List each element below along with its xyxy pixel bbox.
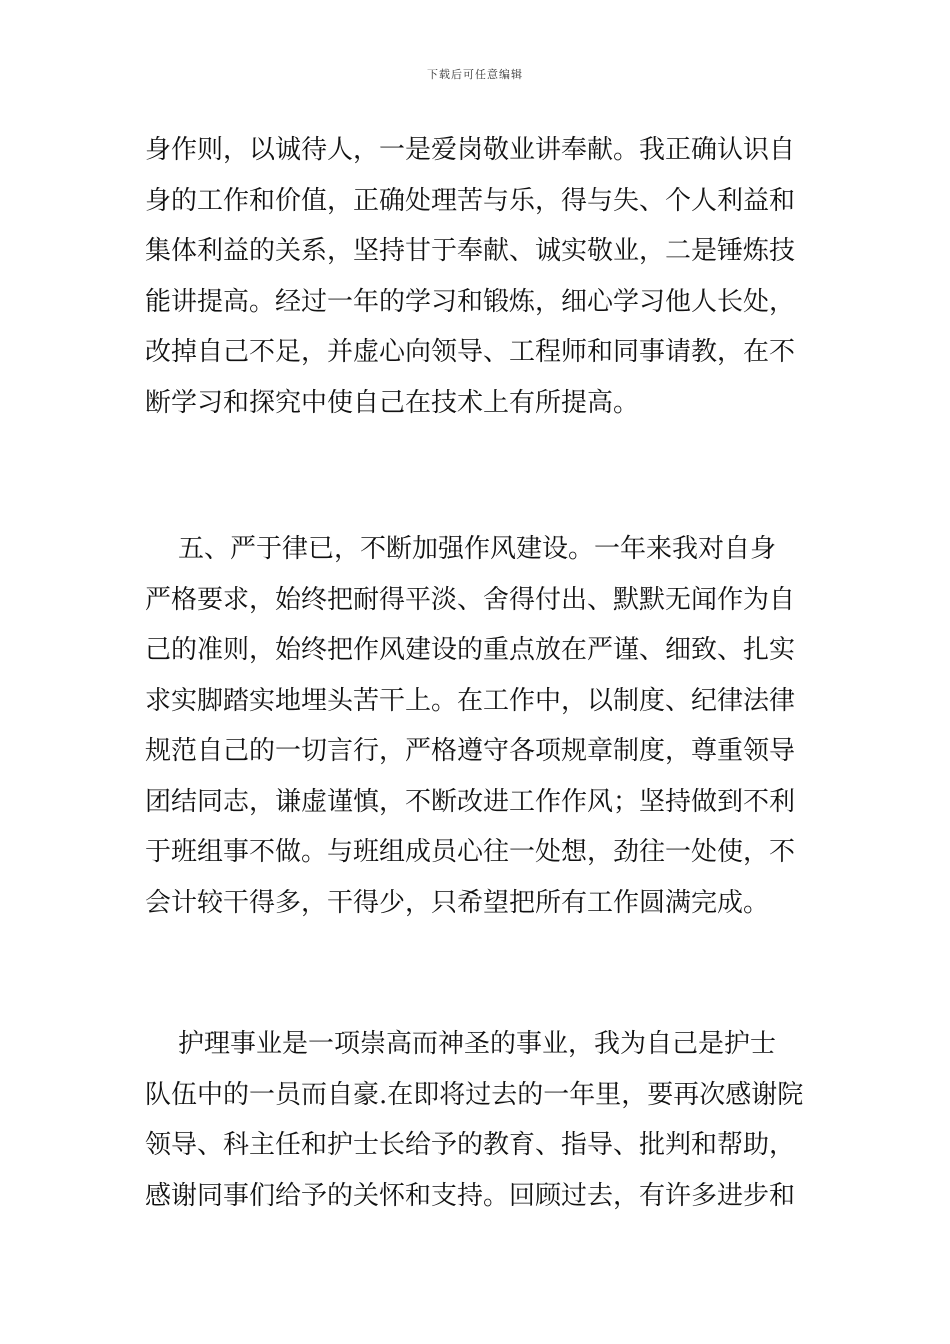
text-line: 集体利益的关系，坚持甘于奉献、诚实敬业，二是锤炼技 bbox=[145, 236, 796, 266]
text-line: 求实脚踏实地埋头苦干上。在工作中，以制度、纪律法律 bbox=[145, 685, 796, 716]
text-line: 身作则，以诚待人，一是爱岗敬业讲奉献。我正确认识自 bbox=[145, 135, 796, 165]
text-line: 严格要求，始终把耐得平淡、舍得付出、默默无闻作为自 bbox=[145, 584, 796, 615]
text-line: 护理事业是一项崇高而神圣的事业，我为自己是护士 bbox=[145, 1029, 777, 1059]
header-note: 下载后可任意编辑 bbox=[427, 68, 523, 81]
text-line: 规范自己的一切言行，严格遵守各项规章制度，尊重领导 bbox=[145, 736, 796, 766]
text-line: 会计较干得多，干得少，只希望把所有工作圆满完成。 bbox=[145, 887, 770, 918]
text-line: 能讲提高。经过一年的学习和锻炼，细心学习他人长处， bbox=[145, 286, 796, 317]
text-line: 领导、科主任和护士长给予的教育、指导、批判和帮助， bbox=[145, 1130, 796, 1160]
text-line: 团结同志，谦虚谨慎，不断改进工作作风；坚持做到不利 bbox=[145, 786, 796, 817]
paragraph-1 bbox=[145, 125, 810, 428]
paragraph-3 bbox=[145, 1019, 810, 1221]
text-line: 断学习和探究中使自己在技术上有所提高。 bbox=[145, 387, 640, 418]
text-line: 五、严于律已，不断加强作风建设。一年来我对自身 bbox=[145, 534, 777, 564]
text-line: 队伍中的一员而自豪.在即将过去的一年里，要再次感谢院 bbox=[145, 1079, 804, 1110]
text-line: 己的准则，始终把作风建设的重点放在严谨、细致、扎实 bbox=[145, 635, 796, 665]
text-line: 感谢同事们给予的关怀和支持。回顾过去，有许多进步和 bbox=[145, 1180, 796, 1211]
text-line: 改掉自己不足，并虚心向领导、工程师和同事请教，在不 bbox=[145, 337, 796, 367]
text-line: 于班组事不做。与班组成员心往一处想，劲往一处使，不 bbox=[145, 837, 796, 867]
paragraph-2 bbox=[145, 524, 810, 928]
text-line: 身的工作和价值，正确处理苦与乐，得与失、个人利益和 bbox=[145, 185, 796, 216]
